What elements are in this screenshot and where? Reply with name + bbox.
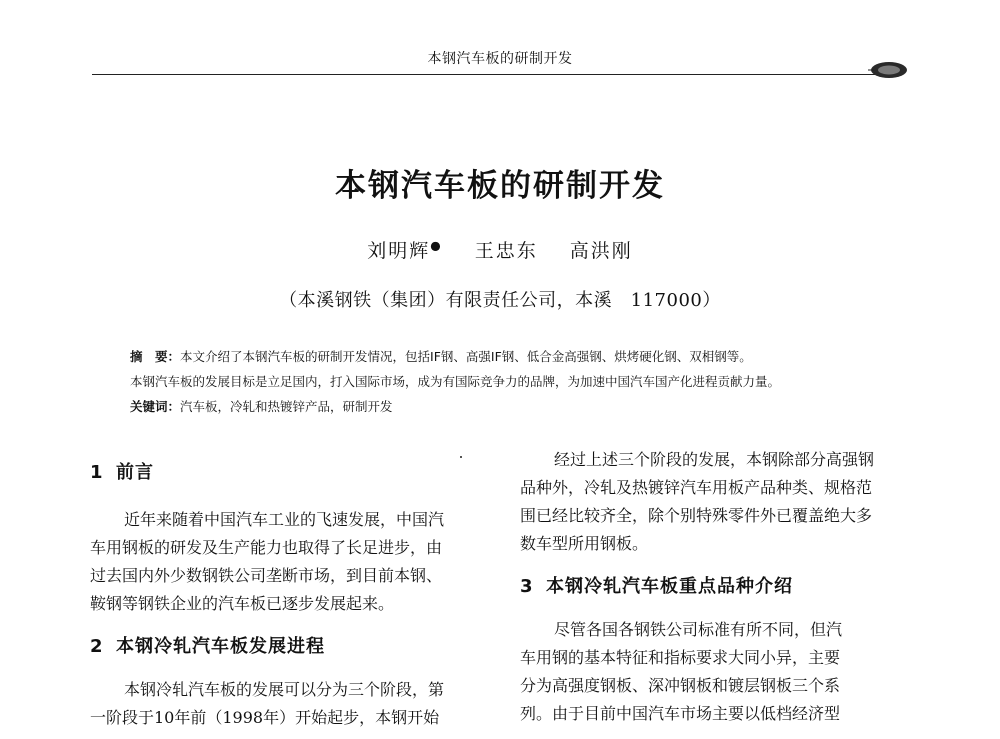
author-2: 王忠东: [474, 240, 538, 262]
text-line: 经过上述三个阶段的发展，本钢除部分高强钢: [554, 450, 875, 469]
text-line: 分为高强度钢板、深冲钢板和镀层钢板三个系: [520, 676, 841, 695]
section-number: 1: [90, 462, 104, 483]
text-line: 列。由于目前中国汽车市场主要以低档经济型: [520, 704, 841, 723]
keywords-line: [130, 394, 920, 419]
running-header: 本钢汽车板的研制开发: [427, 51, 573, 67]
corresponding-author-mark: ●: [430, 238, 443, 253]
section-number: 3: [520, 576, 534, 597]
right-column: [520, 446, 920, 728]
text-line: 数车型所用钢板。: [520, 534, 649, 553]
paper-title: 本钢汽车板的研制开发: [335, 168, 665, 204]
keywords-text: 汽车板，冷轧和热镀锌产品，研制开发: [180, 399, 393, 414]
left-column: [90, 446, 490, 732]
section-title: 本钢冷轧汽车板发展进程: [116, 636, 325, 657]
text-line: 车用钢板的研发及生产能力也取得了长足进步，由: [90, 538, 443, 557]
text-line: 鞍钢等钢铁企业的汽车板已逐步发展起来。: [90, 594, 395, 613]
text-line: 过去国内外少数钢铁公司垄断市场，到目前本钢、: [90, 566, 443, 585]
abstract-line-1: [130, 344, 920, 369]
author-3: 高洪刚: [569, 240, 633, 262]
section-title: 本钢冷轧汽车板重点品种介绍: [546, 576, 793, 597]
text-line: 一阶段于10年前（1998年）开始起步，本钢开始: [90, 708, 440, 727]
abstract: [130, 344, 920, 419]
journal-emblem-icon: [868, 60, 910, 80]
author-list: [0, 236, 1000, 263]
keywords-label: 关键词：: [130, 399, 181, 414]
section-3-paragraph: [520, 616, 920, 728]
abstract-line-2: 本钢汽车板的发展目标是立足国内，打入国际市场，成为有国际竞争力的品牌，为加速中国汽车国产化进程贡献力量。: [130, 374, 781, 389]
section-number: 2: [90, 636, 104, 657]
section-title: 前言: [116, 462, 154, 483]
text-line: 品种外，冷轧及热镀锌汽车用板产品种类、规格范: [520, 478, 873, 497]
abstract-text: 本文介绍了本钢汽车板的研制开发情况，包括IF钢、高强IF钢、低合金高强钢、烘烤硬化钢、双相钢等。: [180, 349, 752, 364]
text-line: 车用钢的基本特征和指标要求大同小异，主要: [520, 648, 841, 667]
text-line: 围已经比较齐全，除个别特殊零件外已覆盖绝大多: [520, 506, 873, 525]
text-line: 近年来随着中国汽车工业的飞速发展，中国汽: [124, 510, 445, 529]
section-2-heading: [90, 632, 490, 662]
author-name: 刘明辉: [367, 240, 431, 262]
section-1-paragraph: [90, 506, 490, 618]
section-1-heading: [90, 458, 490, 488]
section-2-paragraph: [90, 676, 490, 732]
text-line: 本钢冷轧汽车板的发展可以分为三个阶段，第: [124, 680, 445, 699]
affiliation: （本溪钢铁（集团）有限责任公司，本溪 117000）: [279, 290, 721, 311]
continued-paragraph: [520, 446, 920, 558]
text-line: 尽管各国各钢铁公司标准有所不同，但汽: [554, 620, 843, 639]
author-1: [367, 236, 443, 263]
header-rule: [92, 74, 882, 75]
abstract-label: 摘 要：: [130, 349, 181, 364]
section-3-heading: [520, 572, 920, 602]
